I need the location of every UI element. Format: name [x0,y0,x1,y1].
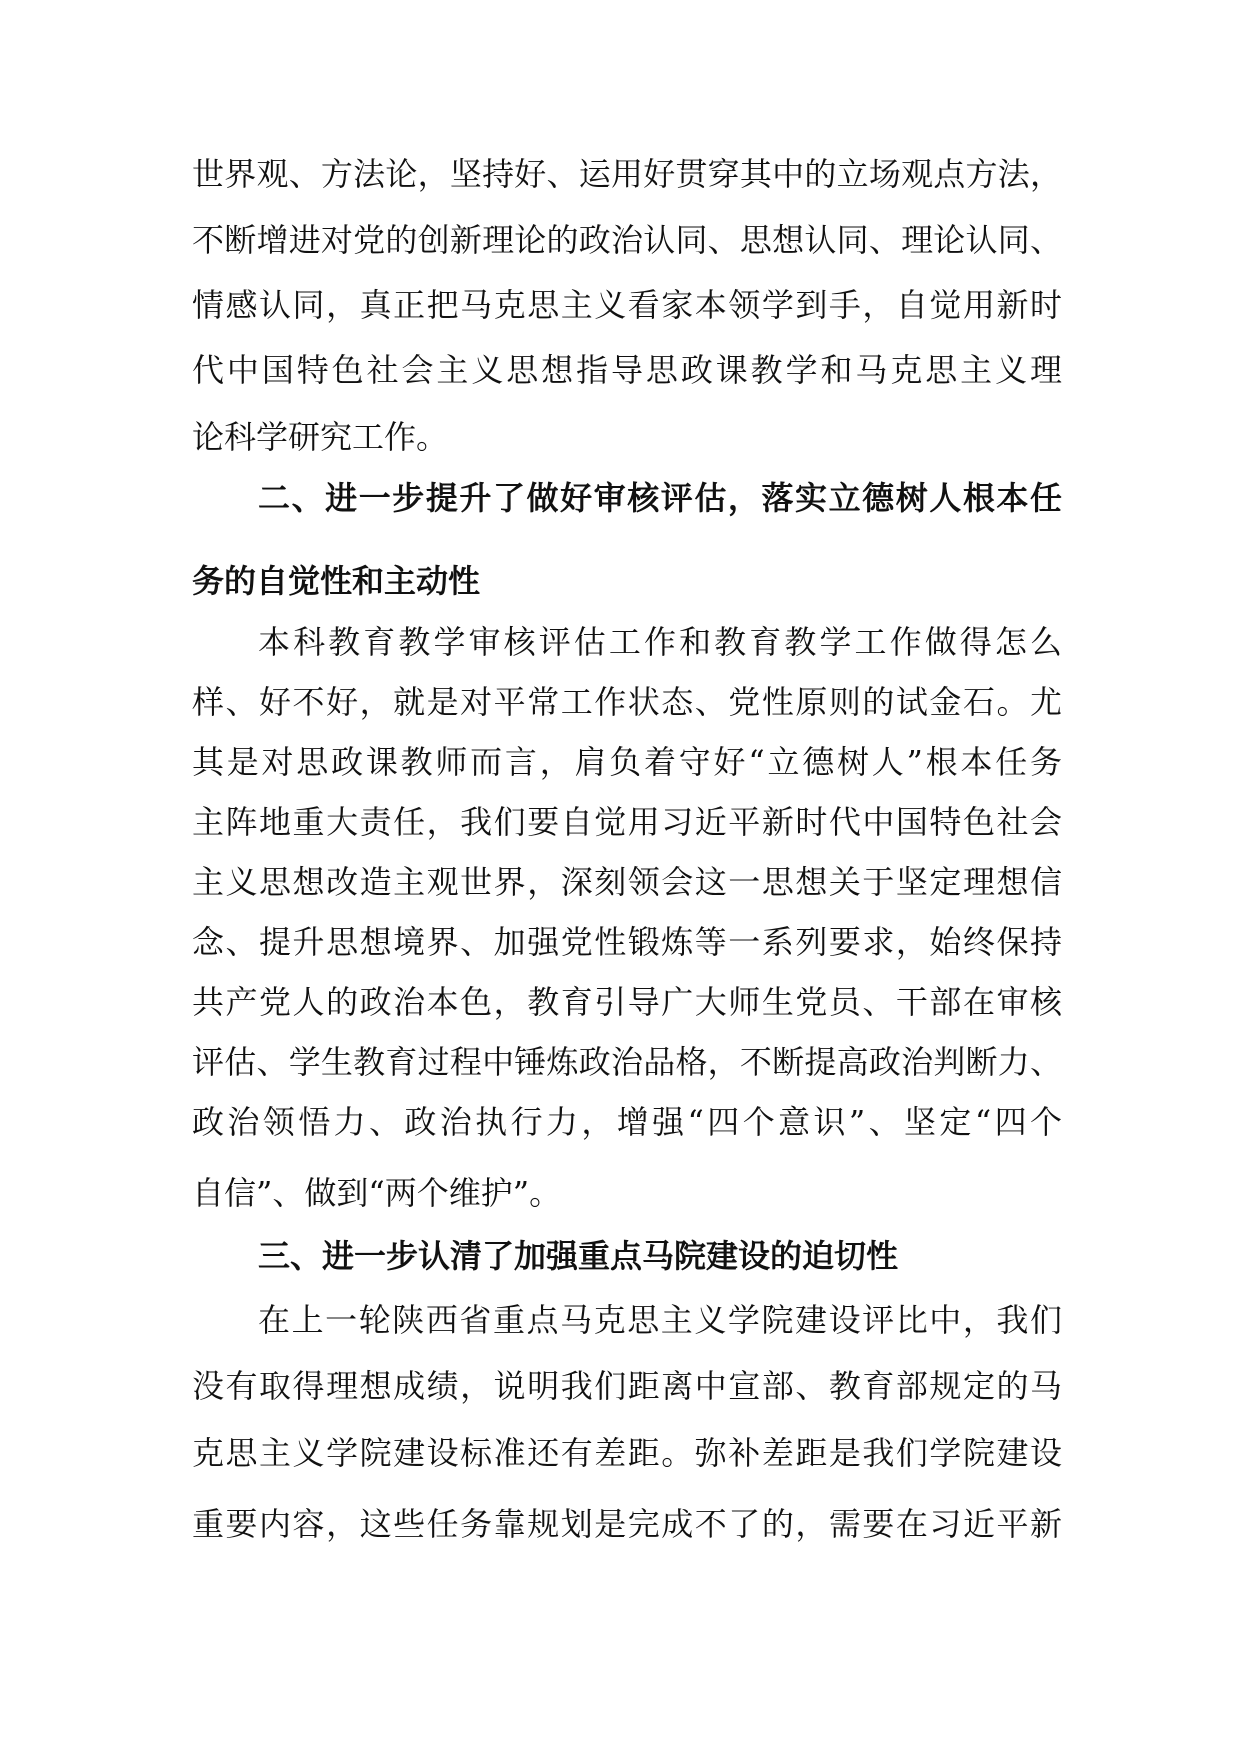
text-line: 样、好不好，就是对平常工作状态、党性原则的试金石。尤 [192,683,1064,721]
text-line: 重要内容，这些任务靠规划是完成不了的，需要在习近平新 [192,1505,1064,1543]
text-line: 本科教育教学审核评估工作和教育教学工作做得怎么 [258,623,1066,661]
text-line: 政治领悟力、政治执行力，增强“四个意识”、坚定“四个 [192,1103,1066,1141]
text-line: 评估、学生教育过程中锤炼政治品格，不断提高政治判断力、 [192,1043,1063,1081]
text-line: 克思主义学院建设标准还有差距。弥补差距是我们学院建设 [192,1434,1064,1472]
text-line: 论科学研究工作。 [192,418,449,456]
text-line: 自信”、做到“两个维护”。 [192,1174,562,1212]
text-line: 情感认同，真正把马克思主义看家本领学到手，自觉用新时 [192,286,1064,324]
text-line: 念、提升思想境界、加强党性锻炼等一系列要求，始终保持 [192,923,1064,961]
section-heading: 三、进一步认清了加强重点马院建设的迫切性 [258,1237,899,1275]
text-line: 主阵地重大责任，我们要自觉用习近平新时代中国特色社会 [192,803,1064,841]
text-line: 世界观、方法论，坚持好、运用好贯穿其中的立场观点方法， [192,155,1063,193]
section-heading: 二、进一步提升了做好审核评估，落实立德树人根本任 [258,479,1064,517]
text-line: 不断增进对党的创新理论的政治认同、思想认同、理论认同、 [192,221,1063,259]
text-line: 主义思想改造主观世界，深刻领会这一思想关于坚定理想信 [192,863,1064,901]
text-line: 没有取得理想成绩，说明我们距离中宣部、教育部规定的马 [192,1367,1064,1405]
text-line: 共产党人的政治本色，教育引导广大师生党员、干部在审核 [192,983,1064,1021]
text-line: 在上一轮陕西省重点马克思主义学院建设评比中，我们 [258,1301,1064,1339]
section-heading: 务的自觉性和主动性 [192,562,481,600]
text-line: 代中国特色社会主义思想指导思政课教学和马克思主义理 [192,351,1065,389]
text-line: 其是对思政课教师而言，肩负着守好“立德树人”根本任务 [192,743,1065,781]
